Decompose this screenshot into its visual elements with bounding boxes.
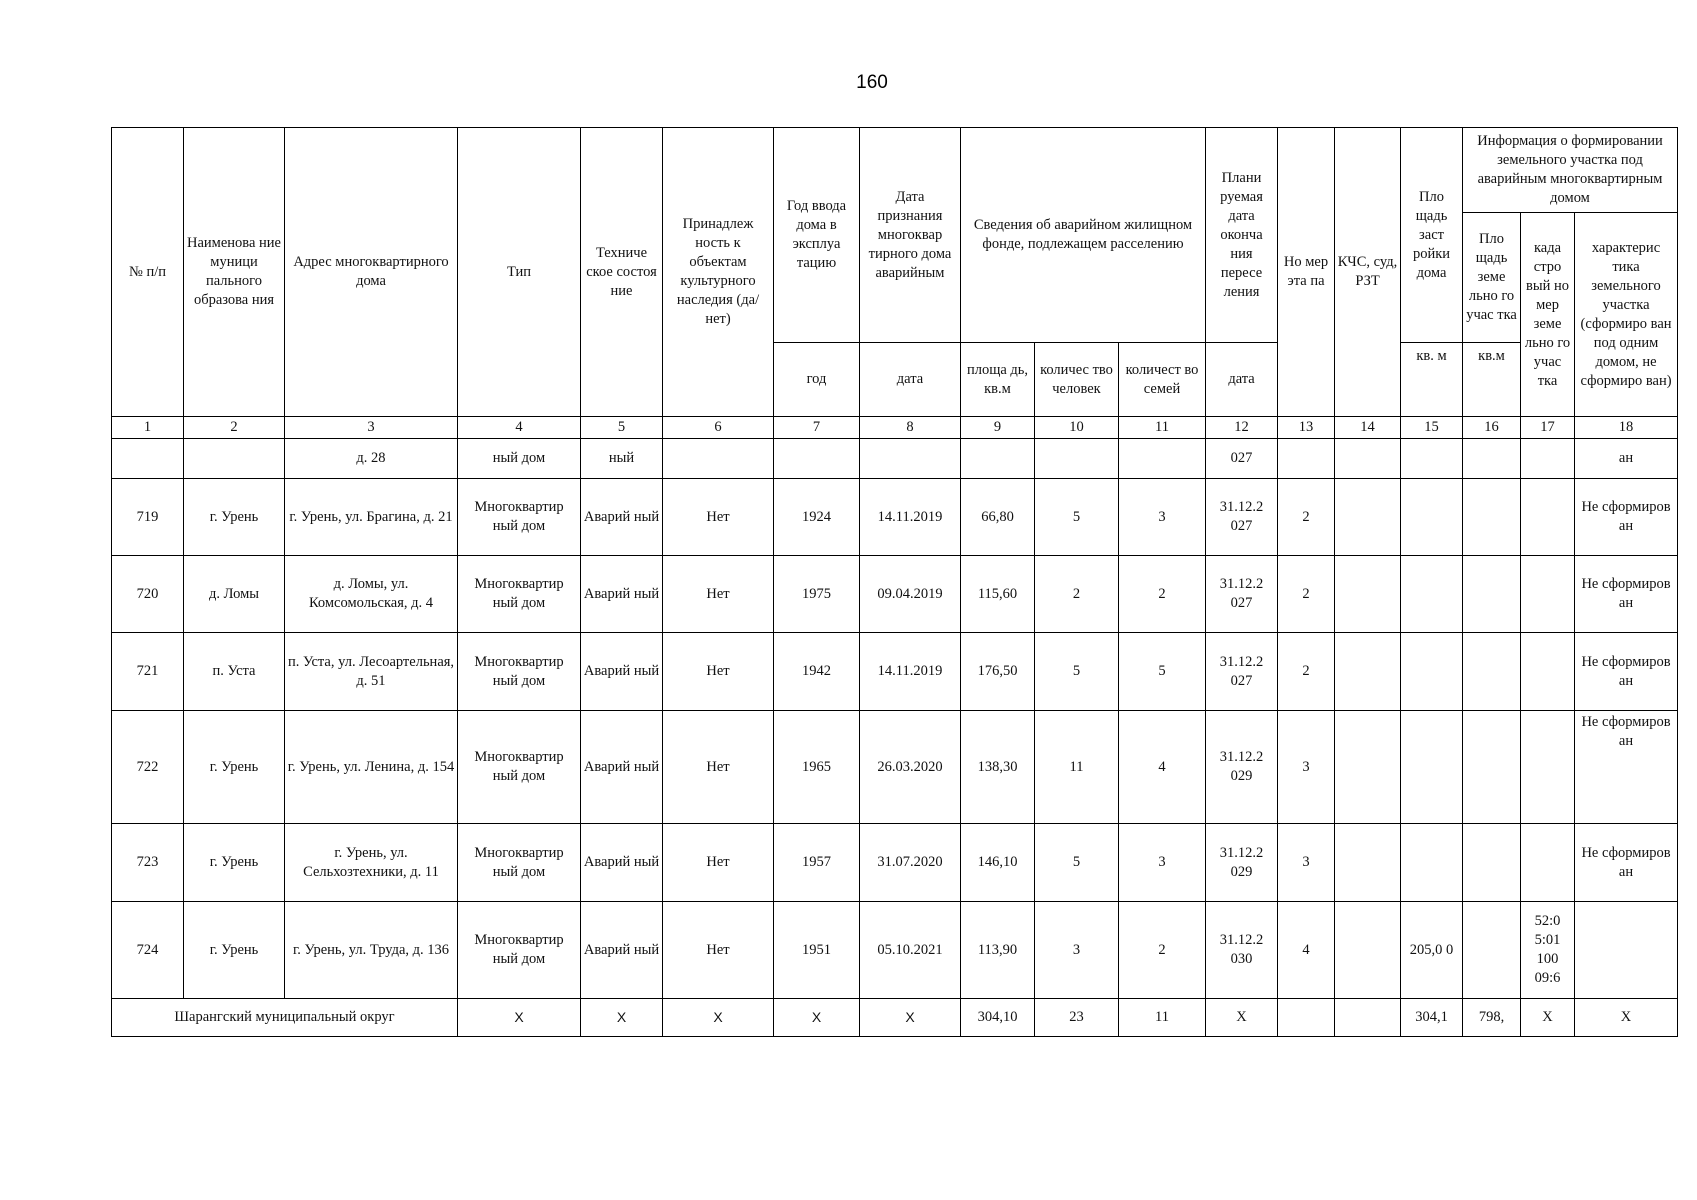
row-heritage: Нет bbox=[663, 711, 774, 824]
row-cadastral bbox=[1521, 633, 1575, 711]
header-stage: Но мер эта па bbox=[1278, 128, 1335, 417]
column-number: 18 bbox=[1575, 417, 1678, 439]
column-number: 8 bbox=[860, 417, 961, 439]
header-planned-date: Плани руемая дата оконча ния пересе ления bbox=[1206, 128, 1278, 343]
row-year: 1924 bbox=[774, 479, 860, 556]
total-people: 23 bbox=[1035, 999, 1119, 1037]
header-type: Тип bbox=[458, 128, 581, 417]
row-planned-date: 31.12.2 029 bbox=[1206, 824, 1278, 902]
row-land-area bbox=[1463, 479, 1521, 556]
total-type: X bbox=[458, 999, 581, 1037]
column-number: 9 bbox=[961, 417, 1035, 439]
header-cadastral-number: када стро вый но мер земе льно го учас тка bbox=[1521, 213, 1575, 417]
row-kchs bbox=[1335, 824, 1401, 902]
row-area: 115,60 bbox=[961, 556, 1035, 633]
row-cadastral bbox=[1521, 824, 1575, 902]
subheader-planned-date: дата bbox=[1206, 343, 1278, 417]
row-date: 05.10.2021 bbox=[860, 902, 961, 999]
row-municipality: д. Ломы bbox=[184, 556, 285, 633]
row-year: 1942 bbox=[774, 633, 860, 711]
total-planned-date: X bbox=[1206, 999, 1278, 1037]
row-cadastral: 52:0 5:01 100 09:6 bbox=[1521, 902, 1575, 999]
row-area: 66,80 bbox=[961, 479, 1035, 556]
row-stage: 3 bbox=[1278, 824, 1335, 902]
row-characteristic: Не сформиров ан bbox=[1575, 824, 1678, 902]
total-land-area: 798, bbox=[1463, 999, 1521, 1037]
row-date: 14.11.2019 bbox=[860, 479, 961, 556]
total-heritage: X bbox=[663, 999, 774, 1037]
column-number: 5 bbox=[581, 417, 663, 439]
row-stage: 3 bbox=[1278, 711, 1335, 824]
row-municipality: п. Уста bbox=[184, 633, 285, 711]
row-municipality: г. Урень bbox=[184, 711, 285, 824]
emergency-housing-table bbox=[111, 127, 1678, 1037]
row-families: 3 bbox=[1119, 824, 1206, 902]
row-year: 1975 bbox=[774, 556, 860, 633]
row-building-area bbox=[1401, 711, 1463, 824]
row-planned-date: 31.12.2 027 bbox=[1206, 556, 1278, 633]
header-land-characteristic: характерис тика земельного участка (сформиро ван под одним домом, не сформиро ван) bbox=[1575, 213, 1678, 417]
row-cadastral bbox=[1521, 556, 1575, 633]
row-kchs bbox=[1335, 479, 1401, 556]
row-state: Аварий ный bbox=[581, 711, 663, 824]
row-families: 5 bbox=[1119, 633, 1206, 711]
row-date: 09.04.2019 bbox=[860, 556, 961, 633]
table-row bbox=[112, 633, 1678, 711]
row-cadastral bbox=[1521, 711, 1575, 824]
row-people: 3 bbox=[1035, 902, 1119, 999]
column-numbers-row bbox=[112, 417, 1678, 439]
row-area: 138,30 bbox=[961, 711, 1035, 824]
row-number: 724 bbox=[112, 902, 184, 999]
row-characteristic: Не сформиров ан bbox=[1575, 479, 1678, 556]
row-planned-date: 31.12.2 027 bbox=[1206, 479, 1278, 556]
row-people: 11 bbox=[1035, 711, 1119, 824]
row-type: Многоквартир ный дом bbox=[458, 824, 581, 902]
column-number: 13 bbox=[1278, 417, 1335, 439]
row-heritage: Нет bbox=[663, 479, 774, 556]
row-land-area bbox=[1463, 633, 1521, 711]
column-number: 17 bbox=[1521, 417, 1575, 439]
row-characteristic: Не сформиров ан bbox=[1575, 711, 1678, 824]
column-number: 14 bbox=[1335, 417, 1401, 439]
row-kchs bbox=[1335, 902, 1401, 999]
row-land-area bbox=[1463, 824, 1521, 902]
column-number: 2 bbox=[184, 417, 285, 439]
column-number: 3 bbox=[285, 417, 458, 439]
row-date: 26.03.2020 bbox=[860, 711, 961, 824]
column-number: 1 bbox=[112, 417, 184, 439]
subheader-build-unit: кв. м bbox=[1401, 343, 1463, 417]
header-building-area: Пло щадь заст ройки дома bbox=[1401, 128, 1463, 343]
row-type: Многоквартир ный дом bbox=[458, 479, 581, 556]
row-address: г. Урень, ул. Брагина, д. 21 bbox=[285, 479, 458, 556]
row-address: п. Уста, ул. Лесоартельная, д. 51 bbox=[285, 633, 458, 711]
total-kchs bbox=[1335, 999, 1401, 1037]
header-kchs: КЧС, суд, РЗТ bbox=[1335, 128, 1401, 417]
row-characteristic: Не сформиров ан bbox=[1575, 556, 1678, 633]
table-row bbox=[112, 479, 1678, 556]
row-number: 723 bbox=[112, 824, 184, 902]
row-area: 176,50 bbox=[961, 633, 1035, 711]
row-building-area bbox=[1401, 824, 1463, 902]
row-stage: 2 bbox=[1278, 633, 1335, 711]
subheader-area: площа дь, кв.м bbox=[961, 343, 1035, 417]
row-planned-date: 31.12.2 030 bbox=[1206, 902, 1278, 999]
row-area: 146,10 bbox=[961, 824, 1035, 902]
row-municipality: г. Урень bbox=[184, 902, 285, 999]
row-people: 5 bbox=[1035, 479, 1119, 556]
total-families: 11 bbox=[1119, 999, 1206, 1037]
header-land-area: Пло щадь земе льно го учас тка bbox=[1463, 213, 1521, 343]
header-number: № п/п bbox=[112, 128, 184, 417]
total-characteristic: X bbox=[1575, 999, 1678, 1037]
total-building-area: 304,1 bbox=[1401, 999, 1463, 1037]
column-number: 7 bbox=[774, 417, 860, 439]
row-kchs bbox=[1335, 556, 1401, 633]
row-number: 722 bbox=[112, 711, 184, 824]
subheader-date: дата bbox=[860, 343, 961, 417]
row-heritage: Нет bbox=[663, 824, 774, 902]
header-heritage: Принадлеж ность к объектам культурного наследия (да/нет) bbox=[663, 128, 774, 417]
continuation-state: ный bbox=[581, 439, 663, 479]
row-type: Многоквартир ный дом bbox=[458, 902, 581, 999]
row-land-area bbox=[1463, 902, 1521, 999]
row-people: 5 bbox=[1035, 633, 1119, 711]
row-address: д. Ломы, ул. Комсомольская, д. 4 bbox=[285, 556, 458, 633]
row-kchs bbox=[1335, 633, 1401, 711]
row-people: 2 bbox=[1035, 556, 1119, 633]
subheader-year: год bbox=[774, 343, 860, 417]
row-state: Аварий ный bbox=[581, 902, 663, 999]
header-commission-year: Год ввода дома в эксплуа тацию bbox=[774, 128, 860, 343]
row-municipality: г. Урень bbox=[184, 479, 285, 556]
row-people: 5 bbox=[1035, 824, 1119, 902]
row-families: 2 bbox=[1119, 902, 1206, 999]
table-row bbox=[112, 711, 1678, 824]
subheader-families: количест во семей bbox=[1119, 343, 1206, 417]
table-row bbox=[112, 556, 1678, 633]
header-row-1 bbox=[112, 128, 1678, 213]
row-stage: 2 bbox=[1278, 479, 1335, 556]
continuation-characteristic: ан bbox=[1575, 439, 1678, 479]
row-municipality: г. Урень bbox=[184, 824, 285, 902]
row-address: г. Урень, ул. Ленина, д. 154 bbox=[285, 711, 458, 824]
continuation-row bbox=[112, 439, 1678, 479]
row-heritage: Нет bbox=[663, 556, 774, 633]
row-address: г. Урень, ул. Сельхозтехники, д. 11 bbox=[285, 824, 458, 902]
row-characteristic: Не сформиров ан bbox=[1575, 633, 1678, 711]
row-date: 14.11.2019 bbox=[860, 633, 961, 711]
continuation-date: 027 bbox=[1206, 439, 1278, 479]
total-date: X bbox=[860, 999, 961, 1037]
row-stage: 4 bbox=[1278, 902, 1335, 999]
continuation-type: ный дом bbox=[458, 439, 581, 479]
continuation-address: д. 28 bbox=[285, 439, 458, 479]
row-year: 1957 bbox=[774, 824, 860, 902]
row-year: 1951 bbox=[774, 902, 860, 999]
row-address: г. Урень, ул. Труда, д. 136 bbox=[285, 902, 458, 999]
header-address: Адрес многоквартирного дома bbox=[285, 128, 458, 417]
total-stage bbox=[1278, 999, 1335, 1037]
total-label: Шарангский муниципальный округ bbox=[112, 999, 458, 1037]
row-building-area bbox=[1401, 479, 1463, 556]
subheader-people: количес тво человек bbox=[1035, 343, 1119, 417]
row-families: 2 bbox=[1119, 556, 1206, 633]
row-building-area: 205,0 0 bbox=[1401, 902, 1463, 999]
header-emergency-date: Дата признания многоквар тирного дома аварийным bbox=[860, 128, 961, 343]
header-emergency-fund: Сведения об аварийном жилищном фонде, подлежащем расселению bbox=[961, 128, 1206, 343]
row-date: 31.07.2020 bbox=[860, 824, 961, 902]
row-number: 719 bbox=[112, 479, 184, 556]
row-year: 1965 bbox=[774, 711, 860, 824]
row-kchs bbox=[1335, 711, 1401, 824]
row-number: 721 bbox=[112, 633, 184, 711]
row-state: Аварий ный bbox=[581, 633, 663, 711]
row-stage: 2 bbox=[1278, 556, 1335, 633]
row-heritage: Нет bbox=[663, 902, 774, 999]
total-state: X bbox=[581, 999, 663, 1037]
header-land-info: Информация о формировании земельного участка под аварийным многоквартирным домом bbox=[1463, 128, 1678, 213]
header-technical-state: Техниче ское состоя ние bbox=[581, 128, 663, 417]
page-number: 160 bbox=[856, 72, 888, 93]
row-area: 113,90 bbox=[961, 902, 1035, 999]
row-families: 3 bbox=[1119, 479, 1206, 556]
row-number: 720 bbox=[112, 556, 184, 633]
row-cadastral bbox=[1521, 479, 1575, 556]
row-land-area bbox=[1463, 556, 1521, 633]
row-heritage: Нет bbox=[663, 633, 774, 711]
table-row bbox=[112, 902, 1678, 999]
row-type: Многоквартир ный дом bbox=[458, 556, 581, 633]
row-land-area bbox=[1463, 711, 1521, 824]
row-state: Аварий ный bbox=[581, 556, 663, 633]
subheader-land-unit: кв.м bbox=[1463, 343, 1521, 417]
row-planned-date: 31.12.2 027 bbox=[1206, 633, 1278, 711]
column-number: 4 bbox=[458, 417, 581, 439]
row-building-area bbox=[1401, 556, 1463, 633]
total-row bbox=[112, 999, 1678, 1037]
column-number: 12 bbox=[1206, 417, 1278, 439]
row-families: 4 bbox=[1119, 711, 1206, 824]
row-characteristic bbox=[1575, 902, 1678, 999]
table-row bbox=[112, 824, 1678, 902]
column-number: 16 bbox=[1463, 417, 1521, 439]
total-cadastral: X bbox=[1521, 999, 1575, 1037]
row-building-area bbox=[1401, 633, 1463, 711]
row-type: Многоквартир ный дом bbox=[458, 633, 581, 711]
total-area: 304,10 bbox=[961, 999, 1035, 1037]
column-number: 15 bbox=[1401, 417, 1463, 439]
column-number: 11 bbox=[1119, 417, 1206, 439]
row-state: Аварий ный bbox=[581, 824, 663, 902]
column-number: 6 bbox=[663, 417, 774, 439]
row-type: Многоквартир ный дом bbox=[458, 711, 581, 824]
column-number: 10 bbox=[1035, 417, 1119, 439]
header-municipality: Наименова ние муници пального образова ния bbox=[184, 128, 285, 417]
row-planned-date: 31.12.2 029 bbox=[1206, 711, 1278, 824]
row-state: Аварий ный bbox=[581, 479, 663, 556]
total-year: X bbox=[774, 999, 860, 1037]
